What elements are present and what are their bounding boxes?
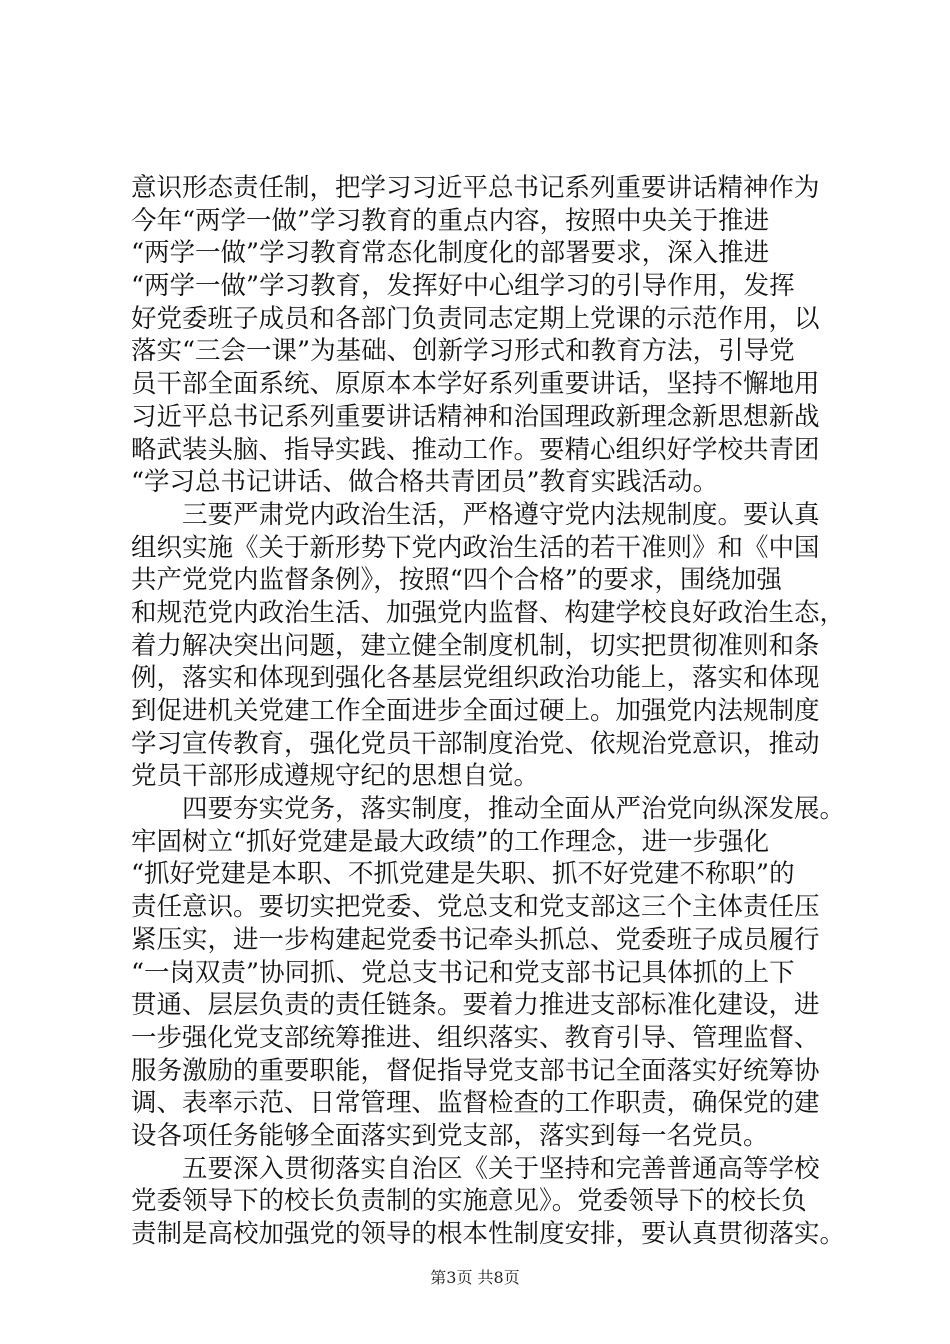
paragraph-start-line: 三要严肃党内政治生活，严格遵守党内法规制度。要认真 — [131, 499, 820, 530]
text-line: “两学一做”学习教育，发挥好中心组学习的引导作用，发挥 — [131, 271, 795, 302]
text-line: 着力解决突出问题，建立健全制度机制，切实把贯彻准则和条 — [131, 630, 820, 661]
text-line: “一岗双责”协同抓、党总支书记和党支部书记具体抓的上下 — [131, 957, 795, 988]
text-line: 习近平总书记系列重要讲话精神和治国理政新理念新思想新战 — [131, 401, 820, 432]
text-line: 贯通、层层负责的责任链条。要着力推进支部标准化建设，进 — [131, 990, 820, 1021]
text-line: 共产党党内监督条例》，按照“四个合格”的要求，围绕加强 — [131, 565, 782, 596]
text-line: 党委领导下的校长负责制的实施意见》。党委领导下的校长负 — [131, 1186, 807, 1217]
text-line: “抓好党建是本职、不抓党建是失职、抓不好党建不称职”的 — [131, 859, 795, 890]
text-line: 设各项任务能够全面落实到党支部，落实到每一名党员。 — [131, 1120, 769, 1151]
text-line: 紧压实，进一步构建起党委书记牵头抓总、党委班子成员履行 — [131, 924, 820, 955]
text-line: 调、表率示范、日常管理、监督检查的工作职责，确保党的建 — [131, 1088, 820, 1119]
text-line: “学习总书记讲话、做合格共青团员”教育实践活动。 — [131, 467, 719, 498]
text-line: 例，落实和体现到强化各基层党组织政治功能上，落实和体现 — [131, 663, 820, 694]
text-line: 到促进机关党建工作全面进步全面过硬上。加强党内法规制度 — [131, 696, 820, 726]
text-line: 责任意识。要切实把党委、党总支和党支部这三个主体责任压 — [131, 892, 820, 923]
text-line: 意识形态责任制，把学习习近平总书记系列重要讲话精神作为 — [131, 173, 820, 203]
text-line: 今年“两学一做”学习教育的重点内容，按照中央关于推进 — [131, 205, 770, 236]
document-body — [131, 172, 846, 1251]
paragraph-start-line: 五要深入贯彻落实自治区《关于坚持和完善普通高等学校 — [131, 1153, 820, 1184]
text-line: 责制是高校加强党的领导的根本性制度安排，要认真贯彻落实。 — [131, 1219, 846, 1249]
text-line: 略武装头脑、指导实践、推动工作。要精心组织好学校共青团 — [131, 434, 820, 465]
page-footer: 第3页 共8页 — [430, 1268, 520, 1287]
text-line: “两学一做”学习教育常态化制度化的部署要求，深入推进 — [131, 238, 770, 269]
text-line: 党员干部形成遵规守纪的思想自觉。 — [131, 761, 540, 792]
text-line: 好党委班子成员和各部门负责同志定期上党课的示范作用，以 — [131, 303, 820, 334]
text-line: 学习宣传教育，强化党员干部制度治党、依规治党意识，推动 — [131, 728, 820, 759]
text-line: 落实“三会一课”为基础、创新学习形式和教育方法，引导党 — [131, 336, 795, 367]
text-line: 服务激励的重要职能，督促指导党支部书记全面落实好统筹协 — [131, 1055, 820, 1086]
text-line: 员干部全面系统、原原本本学好系列重要讲话，坚持不懈地用 — [131, 369, 820, 400]
text-line: 组织实施《关于新形势下党内政治生活的若干准则》和《中国 — [131, 532, 820, 563]
text-line: 牢固树立“抓好党建是最大政绩”的工作理念，进一步强化 — [131, 826, 770, 857]
text-line: 一步强化党支部统筹推进、组织落实、教育引导、管理监督、 — [131, 1022, 820, 1053]
text-line: 和规范党内政治生活、加强党内监督、构建学校良好政治生态， — [131, 597, 846, 628]
paragraph-start-line: 四要夯实党务，落实制度，推动全面从严治党向纵深发展。 — [131, 794, 846, 825]
